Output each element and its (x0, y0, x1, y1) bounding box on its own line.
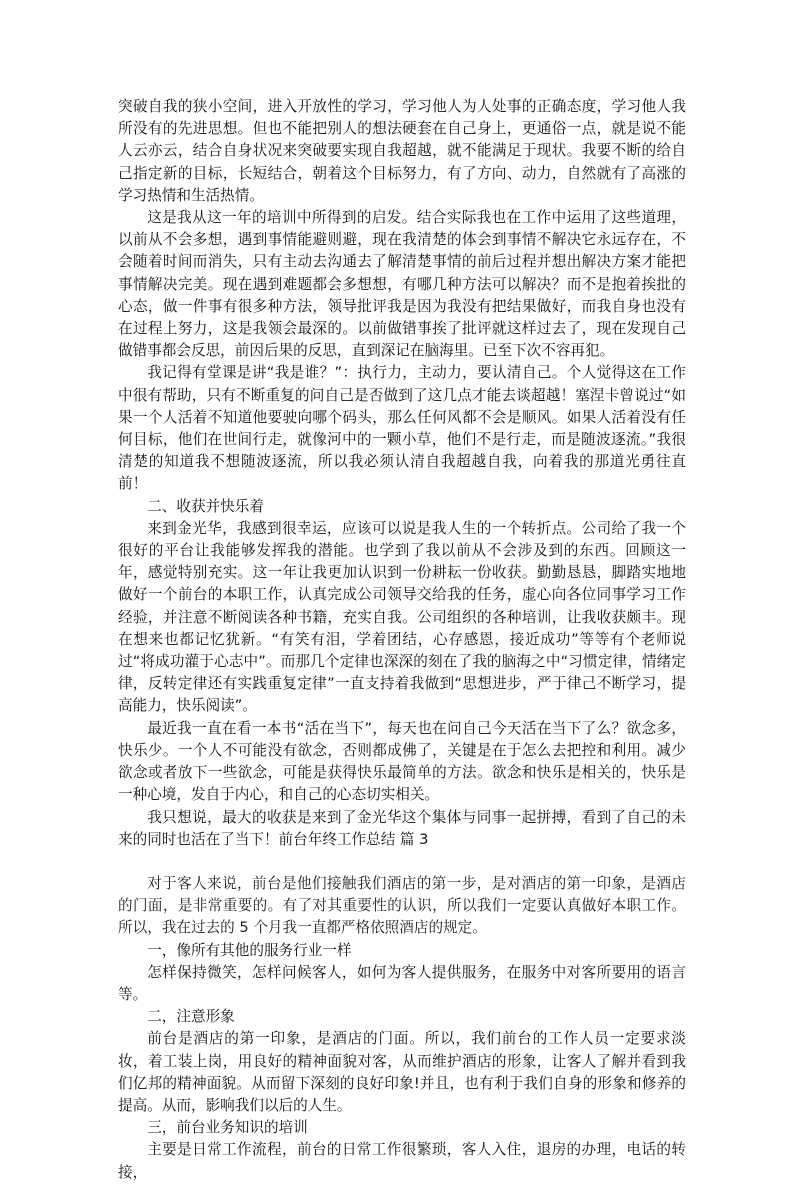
subparagraph-2: 前台是酒店的第一印象，是酒店的门面。所以，我们前台的工作人员一定要求淡妆，着工装上岗，用良好的精神面貌对客，从而维护酒店的形象，让客人了解并看到我们亿邦的精神面貌。从而留下深刻的良好印象!并且，也有利于我们自身的形象和修养的提高。从而，影响我们以后的人生。 (118, 1030, 686, 1114)
section-heading-2: 二、收获并快乐着 (147, 497, 264, 515)
subheading-2: 二，注意形象 (147, 1008, 235, 1026)
paragraph-5: 最近我一直在看一本书“活在当下”，每天也在问自己今天活在当下了么？欲念多，快乐少。一个人不可能没有欲念，否则都成佛了，关键是在于怎么去把控和利用。减少欲念或者放下一些欲念，可能是获得快乐最简单的方法。欲念和快乐是相关的，快乐是一种心境，发自于内心，和自己的心态切实相关。 (118, 719, 686, 804)
paragraph-4: 来到金光华，我感到很幸运，应该可以说是我人生的一个转折点。公司给了我一个很好的平台让我能够发挥我的潜能。也学到了我以前从不会涉及到的东西。回顾这一年，感觉特别充实。这一年让我更加认识到一份耕耘一份收获。勤勤恳恳，脚踏实地地做好一个前台的本职工作，认真完成公司领导交给我的任务，虚心向各位同事学习工作经验，并注意不断阅读各种书籍，充实自我。公司组织的各种培训，让我收获颇丰。现在想来也都记忆犹新。“有笑有泪，学着团结，心存感恩，接近成功”等等有个老师说过“将成功灌于心志中”。而那几个定律也深深的刻在了我的脑海之中“习惯定律，情绪定律，反转定律还有实践重复定律”一直支持着我做到“思想进步，严于律己不断学习，提高能力，快乐阅读”。 (118, 519, 686, 715)
subparagraph-3: 主要是日常工作流程，前台的日常工作很繁琐，客人入住，退房的办理，电话的转接， (118, 1141, 686, 1181)
subheading-3: 三，前台业务知识的培训 (147, 1119, 308, 1137)
subparagraph-1: 怎样保持微笑，怎样问候客人，如何为客人提供服务，在服务中对客所要用的语言等。 (118, 963, 686, 1003)
paragraph-1: 突破自我的狭小空间，进入开放性的学习，学习他人为人处事的正确态度，学习他人我所没有的先进思想。但也不能把别人的想法硬套在自己身上，更通俗一点，就是说不能人云亦云，结合自身状况来突破要实现自我超越，就不能满足于现状。我要不断的给自己指定新的目标，长短结合，朝着这个目标努力，有了方向、动力，自然就有了高涨的学习热情和生活热情。 (118, 98, 686, 204)
paragraph-2: 这是我从这一年的培训中所得到的启发。结合实际我也在工作中运用了这些道理，以前从不会多想，遇到事情能避则避，现在我清楚的体会到事情不解决它永远存在，不会随着时间而消失，只有主动去沟通去了解清楚事情的前后过程并想出解决方案才能把事情解决完美。现在遇到难题都会多想想，有哪几种方法可以解决？而不是抱着挨批的心态，做一件事有很多种方法，领导批评我是因为我没有把结果做好，而我自身也没有在过程上努力，这是我领会最深的。以前做错事挨了批评就这样过去了，现在发现自己做错事都会反思，前因后果的反思，直到深记在脑海里。已至下次不容再犯。 (118, 209, 686, 360)
document-page (118, 96, 686, 1184)
paragraph-6: 我只想说，最大的收获是来到了金光华这个集体与同事一起拼搏，看到了自己的未来的同时也活在了当下！前台年终工作总结 篇 3 (118, 808, 686, 848)
section-gap (118, 851, 686, 873)
paragraph-3: 我记得有堂课是讲“我是谁？”：执行力，主动力，要认清自己。个人觉得这在工作中很有帮助，只有不断重复的问自己是否做到了这几点才能去谈超越！塞涅卡曾说过“如果一个人活着不知道他要驶向哪个码头，那么任何风都不会是顺风。如果人活着没有任何目标，他们在世间行走，就像河中的一颗小草，他们不是行走，而是随波逐流。”我很清楚的知道我不想随波逐流，所以我必须认清自我超越自我，向着我的那道光勇往直前！ (118, 364, 686, 493)
subheading-1: 一，像所有其他的服务行业一样 (147, 941, 352, 959)
paragraph-7: 对于客人来说，前台是他们接触我们酒店的第一步，是对酒店的第一印象，是酒店的门面，是非常重要的。有了对其重要性的认识，所以我们一定要认真做好本职工作。 所以，我在过去的 5 个月我一直都严格依照酒店的规定。 (118, 874, 686, 937)
